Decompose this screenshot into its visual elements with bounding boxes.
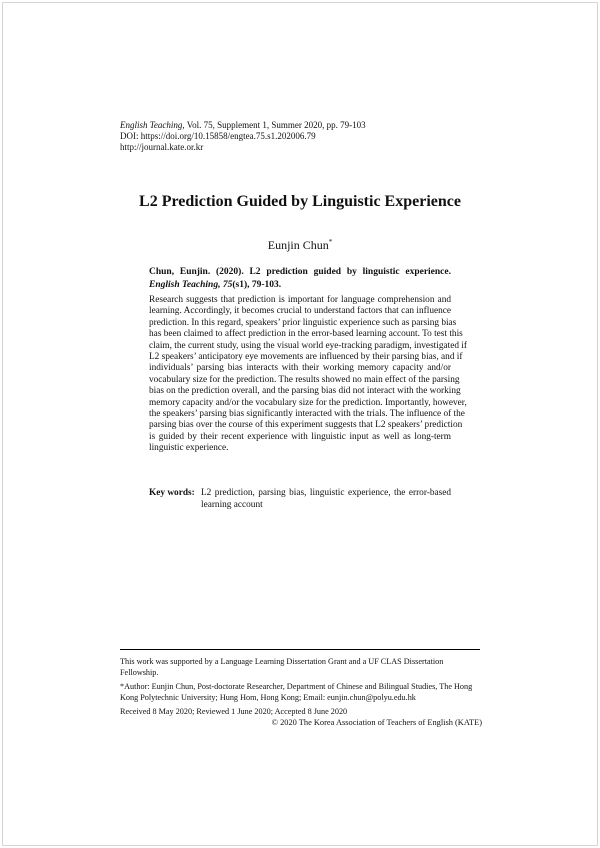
author-line — [0, 238, 600, 253]
author-note: *Author: Eunjin Chun, Post-doctorate Researcher, Department of Chinese and Bilingual Studies, The Hong Kong Polytechnic University; Hung Hom, Hong Kong; Email: eunjin.chun@polyu.edu.hk — [120, 682, 473, 702]
abstract-line: L2 speakers’ anticipatory eye movements are influenced by their parsing bias, and if — [149, 352, 463, 363]
dates-note: Received 8 May 2020; Reviewed 1 June 2020; Accepted 8 June 2020 — [120, 707, 348, 716]
journal-name: English Teaching — [120, 120, 183, 130]
abstract-line: memory capacity and/or the vocabulary size for the prediction. Importantly, however, — [149, 397, 467, 408]
journal-url[interactable]: http://journal.kate.or.kr — [120, 142, 204, 152]
keywords — [149, 488, 451, 511]
journal-info — [120, 120, 366, 153]
citation-suffix: (s1), 79-103. — [232, 280, 282, 291]
keywords-label: Key words: — [149, 488, 195, 498]
citation — [149, 266, 451, 293]
journal-citation-line — [120, 120, 366, 131]
abstract-line: Research suggests that prediction is important for language comprehension and — [149, 295, 451, 305]
journal-doi[interactable]: DOI: https://doi.org/10.15858/engtea.75.s1.202006.79 — [120, 131, 316, 141]
abstract-line: bias on the prediction overall, and the parsing bias did not interact with the working — [149, 386, 461, 397]
abstract-line: parsing bias over the course of this experiment suggests that L2 speakers’ prediction — [149, 420, 463, 431]
abstract-line: individuals’ parsing bias interacts with their working memory capacity and/or — [149, 363, 451, 374]
journal-volume-info: , Vol. 75, Supplement 1, Summer 2020, pp. 79-103 — [182, 120, 366, 130]
funding-note: This work was supported by a Language Learning Dissertation Grant and a UF CLAS Dissertation Fellowship. — [120, 657, 444, 677]
abstract-line: linguistic experience. — [149, 443, 229, 454]
citation-prefix: Chun, Eunjin. (2020). L2 prediction guided by linguistic experience. — [149, 267, 451, 277]
keywords-line: L2 prediction, parsing bias, linguistic experience, the error-based — [201, 488, 451, 498]
abstract-line: vocabulary size for the prediction. The results showed no main effect of the parsing — [149, 374, 460, 385]
abstract-line: prediction. In this regard, speakers’ prior linguistic experience such as parsing bias — [149, 317, 457, 328]
footnote-divider — [120, 649, 480, 650]
abstract-line: claim, the current study, using the visual world eye-tracking paradigm, investigated if — [149, 340, 467, 351]
abstract-line: has been claimed to affect prediction in the error-based learning account. To test this — [149, 329, 463, 340]
author-footnote-mark[interactable]: * — [328, 238, 333, 246]
keywords-line: learning account — [201, 499, 263, 510]
citation-journal: English Teaching, 75 — [149, 280, 233, 291]
abstract-line: learning. Accordingly, it becomes crucial to understand factors that can influence — [149, 306, 451, 317]
abstract — [149, 295, 467, 455]
keywords-text — [201, 488, 451, 511]
paper-title: L2 Prediction Guided by Linguistic Experience — [139, 193, 461, 210]
copyright-notice: © 2020 The Korea Association of Teachers of English (KATE) — [271, 718, 482, 727]
footnotes — [120, 656, 482, 720]
abstract-line: is guided by their recent experience with linguistic input as well as long-term — [149, 431, 451, 442]
abstract-line: the speakers’ parsing bias significantly interacted with the trials. The influence of the — [149, 409, 465, 420]
author-name: Eunjin Chun — [267, 238, 329, 252]
